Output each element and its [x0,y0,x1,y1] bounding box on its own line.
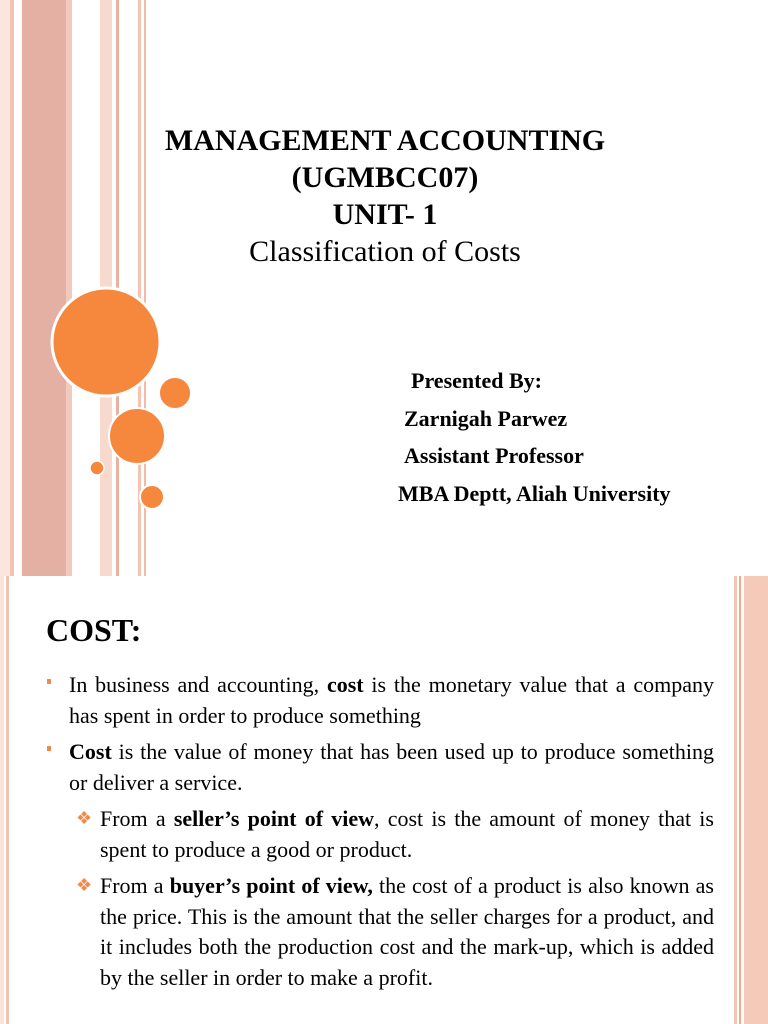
sub-list-item: ❖ From a seller’s point of view, cost is the amount of money that is spent to produce a good or product. [76,806,714,862]
decor-stripe [0,576,4,1024]
list-item: Cost is the value of money that has been used up to produce something or deliver a service. [40,737,714,798]
presenter-name: Zarnigah Parwez [404,405,568,431]
unit-title: UNIT- 1 [332,198,438,231]
list-item: In business and accounting, cost is the monetary value that a company has spent in order to produce something [40,670,714,731]
decor-circle-small [159,377,191,409]
decor-stripe [739,576,741,1024]
square-bullet-icon [47,746,51,751]
decor-circle-large [52,288,160,396]
decor-stripe [6,576,9,1024]
decor-circle-tiny [90,461,104,475]
decor-stripe [744,576,768,1024]
content-slide [0,576,768,1024]
decor-stripe [734,576,737,1024]
decor-circle-medium [109,408,165,464]
presenter-label: Presented By: [411,368,542,393]
course-title: MANAGEMENT ACCOUNTING [164,124,606,157]
presenter-dept: MBA Deptt, Aliah University [398,480,671,506]
presenter-block [396,362,671,512]
slide-heading: COST: [46,612,142,648]
decor-circle-small2 [140,485,164,509]
diamond-bullet-icon: ❖ [76,808,93,828]
course-code: (UGMBCC07) [291,161,479,194]
slide-subtitle: Classification of Costs [249,235,521,268]
diamond-bullet-icon: ❖ [76,875,93,895]
sub-list-item: ❖ From a buyer’s point of view, the cost of a product is also known as the price. This is the amount that the seller charges for a product, and it includes both the production cost and the mark-up, which is added by the seller in order to make a profit. [76,873,714,990]
slide-body [40,670,714,999]
presenter-role: Assistant Professor [404,443,584,468]
square-bullet-icon [47,679,51,684]
title-block [100,122,670,270]
